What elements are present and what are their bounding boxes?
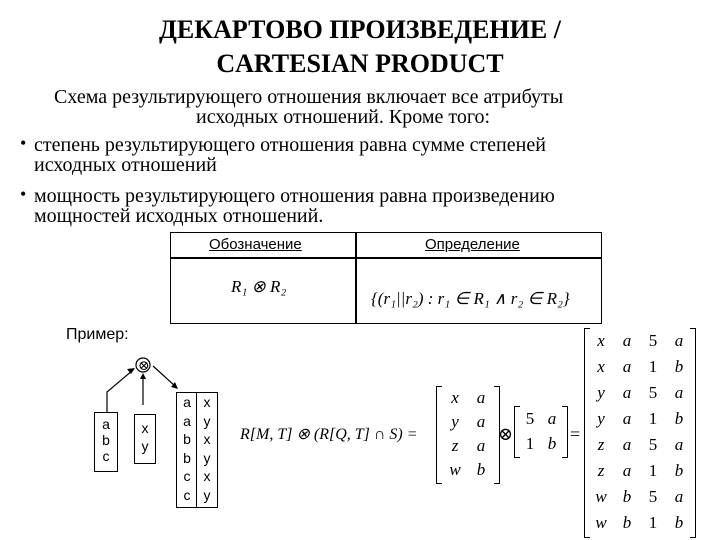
table-header-notation: Обозначение bbox=[209, 236, 302, 253]
matrix-cell: b bbox=[476, 460, 486, 479]
matrix-bracket-right bbox=[690, 328, 696, 538]
matrix-bracket-left bbox=[584, 328, 590, 538]
example-operator: ⊗ bbox=[138, 359, 150, 374]
matrix-cell: w bbox=[595, 513, 607, 532]
matrix-cell: a bbox=[622, 357, 632, 376]
matrix-cell: a bbox=[476, 388, 486, 407]
matrix-cell: x bbox=[597, 331, 605, 350]
result-cell: b bbox=[183, 431, 191, 447]
result-cell: x bbox=[203, 468, 211, 484]
left-cell: c bbox=[102, 448, 110, 464]
page-title-line1: ДЕКАРТОВО ПРОИЗВЕДЕНИЕ / bbox=[159, 15, 561, 44]
matrix-cell: a bbox=[476, 412, 486, 431]
table-divider-vertical bbox=[355, 233, 357, 323]
bullet-2-marker: • bbox=[20, 184, 27, 204]
formula-times: ⊗ bbox=[498, 424, 514, 444]
matrix-cell: z bbox=[597, 461, 605, 480]
matrix-a bbox=[436, 386, 496, 482]
formula-expression: R[M, T] ⊗ (R[Q, T] ∩ S) = bbox=[240, 426, 418, 443]
matrix-cell: b bbox=[622, 513, 632, 532]
right-cell: y bbox=[141, 438, 149, 454]
definition-value: {(r₁||r₂) : r₁ ∈ R₁ ∧ r₂ ∈ R₂} bbox=[371, 289, 570, 308]
matrix-cell: a bbox=[476, 436, 486, 455]
relation-result-box bbox=[176, 392, 218, 508]
notation-value: R₁ ⊗ R₂ bbox=[231, 277, 287, 296]
bullet-1-marker: • bbox=[20, 133, 27, 153]
matrix-cell: a bbox=[674, 383, 684, 402]
relation-right-box bbox=[134, 414, 156, 464]
result-cell: x bbox=[203, 394, 211, 410]
result-cell: x bbox=[203, 431, 211, 447]
table-header-definition: Определение bbox=[425, 236, 520, 253]
result-cell: a bbox=[183, 412, 191, 429]
matrix-cell: z bbox=[597, 435, 605, 454]
matrix-cell: a bbox=[547, 408, 557, 428]
result-cell: b bbox=[183, 449, 191, 466]
matrix-cell: x bbox=[597, 357, 605, 376]
result-cell: y bbox=[203, 486, 211, 503]
table-divider-horizontal bbox=[171, 257, 601, 259]
matrix-cell: a bbox=[622, 383, 632, 402]
matrix-cell: a bbox=[674, 435, 684, 454]
matrix-cell: a bbox=[674, 331, 684, 350]
formula-equals: = bbox=[570, 424, 581, 444]
matrix-cell: 5 bbox=[648, 487, 658, 506]
matrix-cell: y bbox=[451, 412, 459, 431]
left-cell: b bbox=[102, 432, 110, 448]
matrix-cell: a bbox=[674, 487, 684, 506]
result-cell: a bbox=[183, 394, 191, 410]
matrix-cell: 1 bbox=[648, 513, 658, 532]
matrix-cell: 1 bbox=[648, 357, 658, 376]
matrix-cell: b bbox=[674, 461, 684, 480]
page-title-line2: CARTESIAN PRODUCT bbox=[216, 49, 504, 78]
matrix-cell: b bbox=[674, 409, 684, 428]
matrix-cell: x bbox=[451, 388, 459, 407]
result-cell: y bbox=[203, 449, 211, 466]
matrix-cell: 5 bbox=[648, 331, 658, 350]
intro-line2: исходных отношений. Кроме того: bbox=[196, 106, 491, 128]
matrix-cell: a bbox=[622, 331, 632, 350]
matrix-cell: 5 bbox=[525, 408, 535, 428]
matrix-cell: z bbox=[451, 436, 459, 455]
matrix-cell: 5 bbox=[648, 383, 658, 402]
bullet-1-line1: степень результирующего отношения равна сумме степеней bbox=[34, 134, 546, 156]
matrix-cell: 1 bbox=[525, 433, 535, 453]
matrix-cell: y bbox=[597, 383, 605, 402]
bullet-2-line2: мощностей исходных отношений. bbox=[34, 205, 324, 227]
matrix-cell: w bbox=[595, 487, 607, 506]
bullet-1-line2: исходных отношений bbox=[34, 154, 217, 176]
intro-line1: Схема результирующего отношения включает все атрибуты bbox=[54, 86, 564, 108]
matrix-cell: a bbox=[622, 409, 632, 428]
matrix-cell: a bbox=[622, 435, 632, 454]
example-label: Пример: bbox=[66, 326, 129, 343]
matrix-bracket-left bbox=[436, 386, 442, 484]
matrix-cell: b bbox=[674, 513, 684, 532]
bullet-2-line1: мощность результирующего отношения равна произведению bbox=[34, 185, 555, 207]
result-cell: c bbox=[183, 486, 191, 503]
left-cell: a bbox=[102, 416, 110, 432]
result-cell: y bbox=[203, 412, 211, 429]
matrix-cell: b bbox=[674, 357, 684, 376]
matrix-cell: 1 bbox=[648, 461, 658, 480]
matrix-cell: a bbox=[622, 461, 632, 480]
arrow-left-relation bbox=[107, 370, 133, 412]
matrix-cell: 1 bbox=[648, 409, 658, 428]
arrow-result bbox=[153, 366, 175, 386]
matrix-cell: y bbox=[597, 409, 605, 428]
matrix-cell: w bbox=[449, 460, 461, 479]
matrix-result bbox=[584, 328, 696, 536]
right-cell: x bbox=[141, 420, 149, 436]
matrix-cell: 5 bbox=[648, 435, 658, 454]
matrix-bracket-right bbox=[562, 406, 568, 458]
matrix-b bbox=[514, 406, 568, 456]
arrow-left-head-icon bbox=[127, 368, 135, 374]
matrix-cell: b bbox=[547, 433, 557, 453]
relation-left-box bbox=[94, 412, 118, 472]
notation-table bbox=[170, 232, 602, 324]
matrix-cell: b bbox=[622, 487, 632, 506]
result-cell: c bbox=[183, 468, 191, 484]
